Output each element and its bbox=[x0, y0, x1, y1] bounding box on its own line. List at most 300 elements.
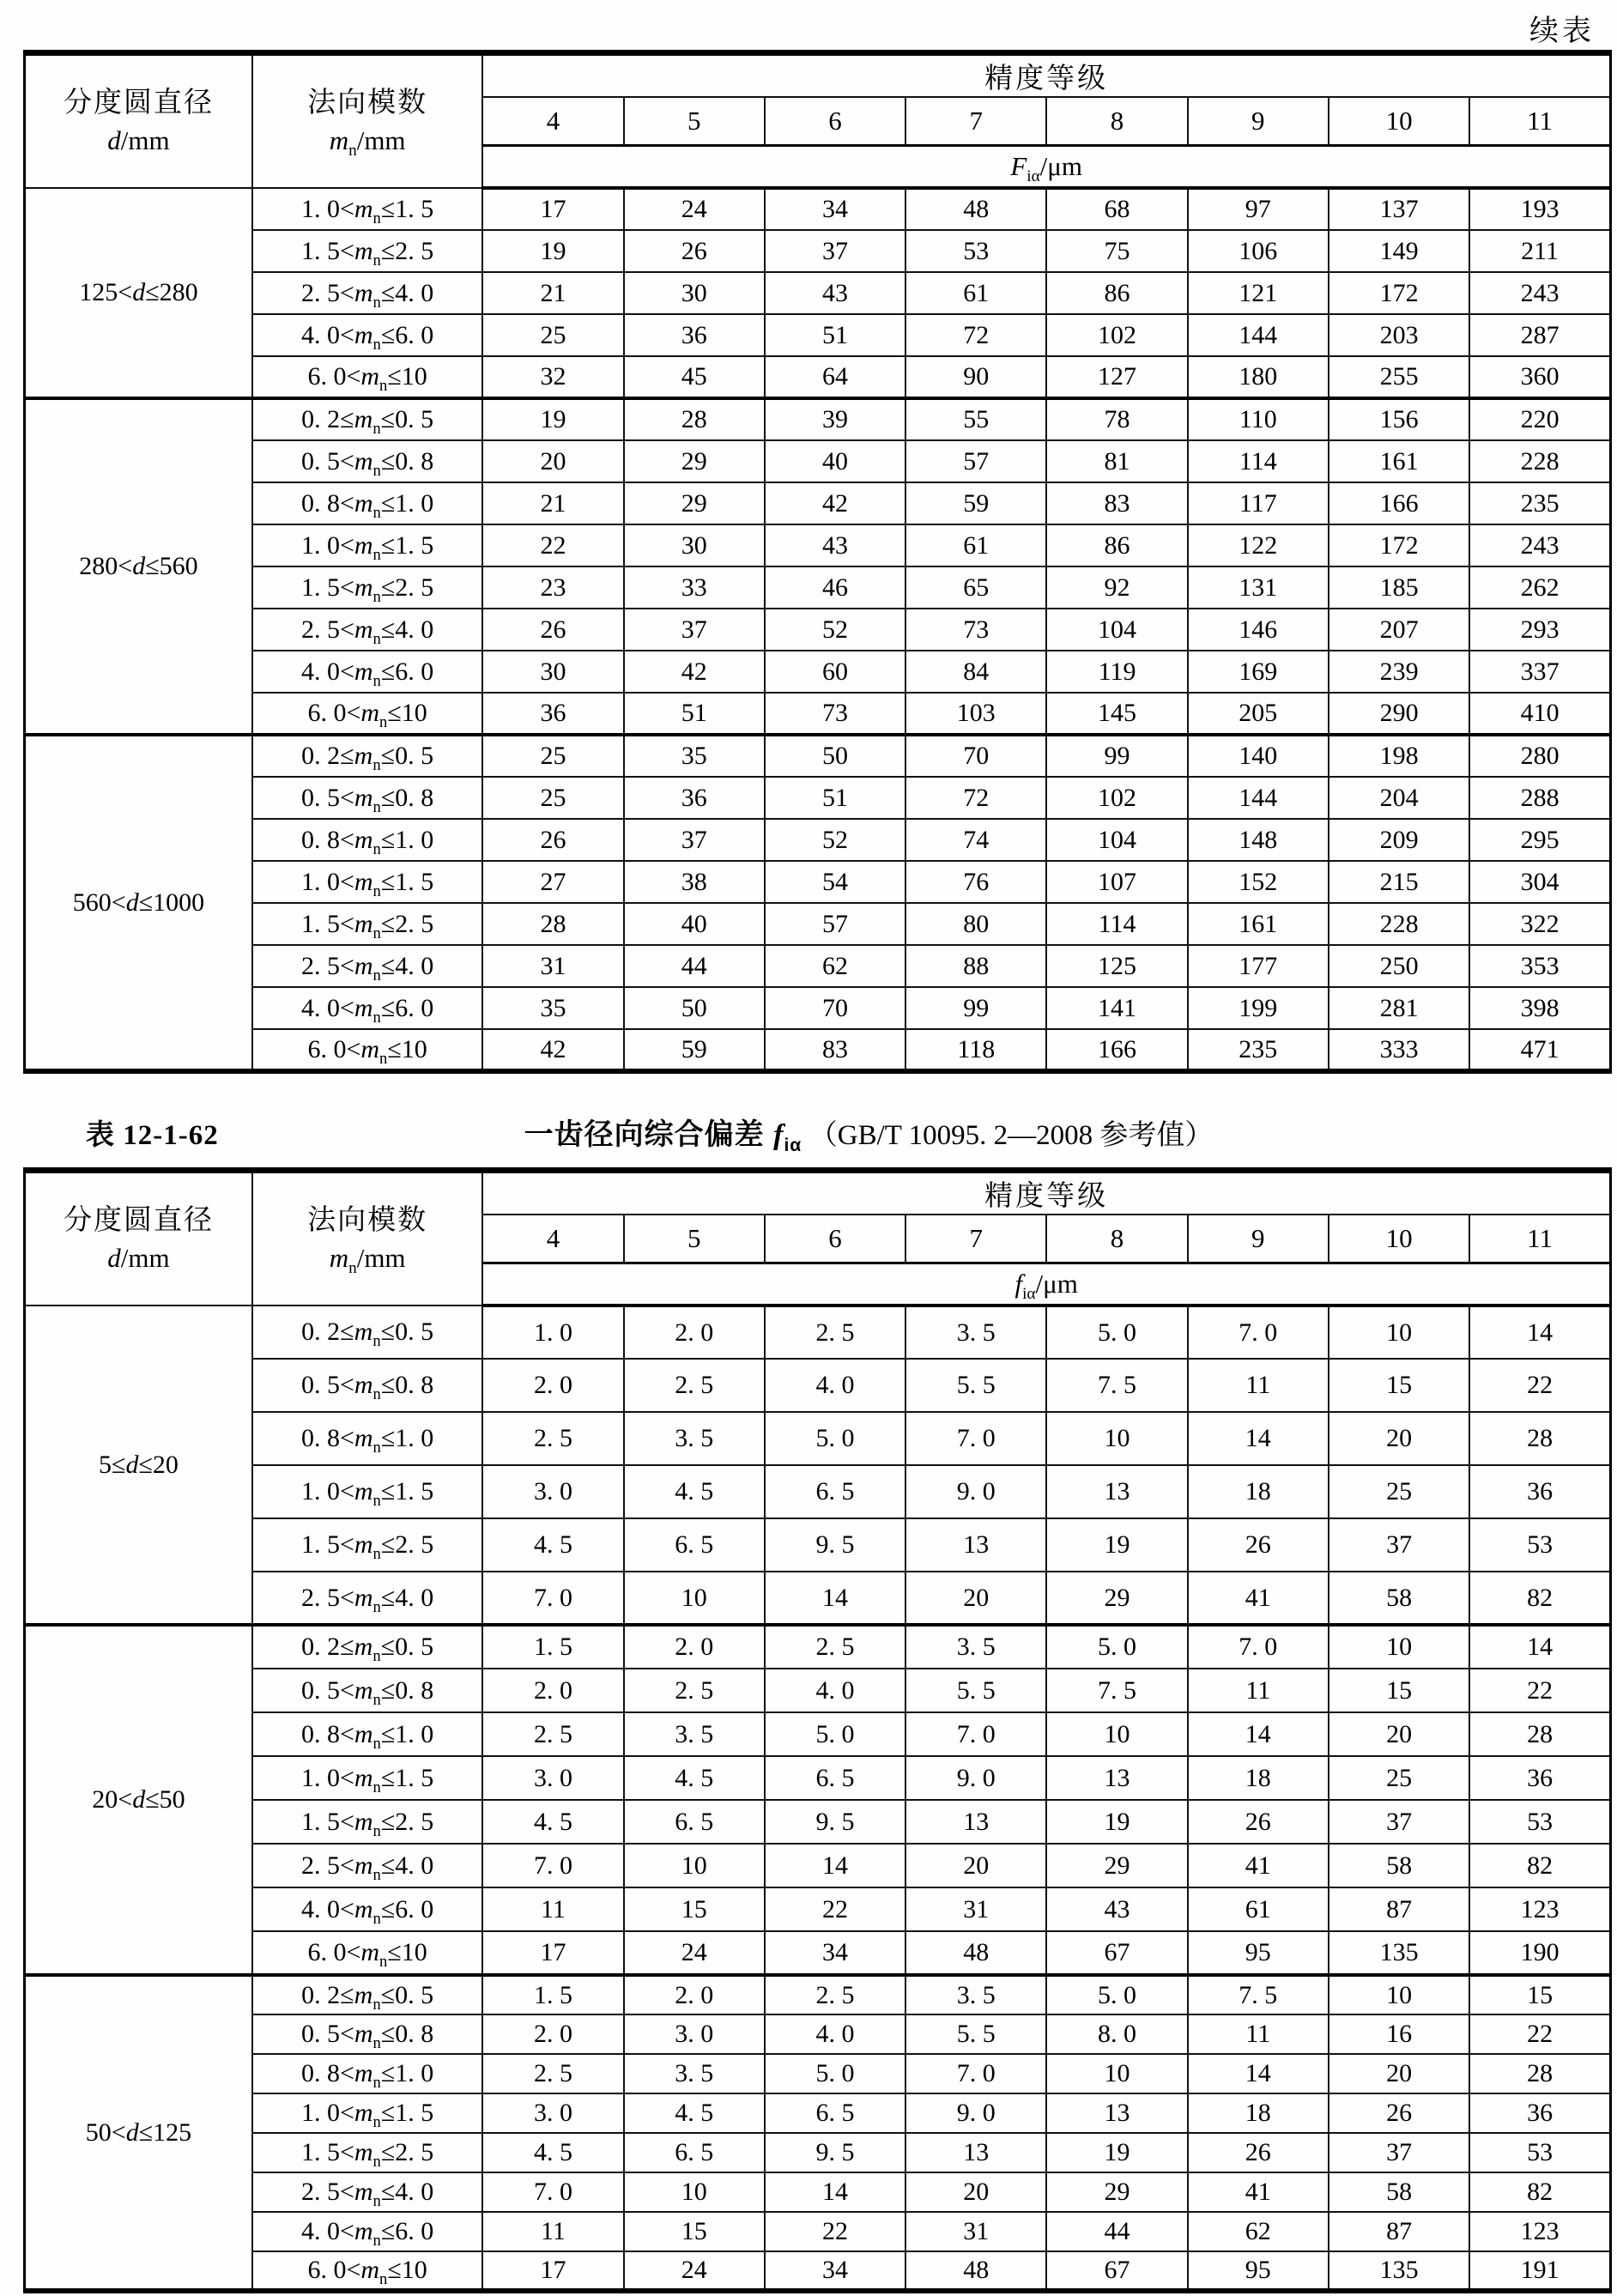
value-cell: 83 bbox=[1046, 482, 1187, 524]
value-cell: 53 bbox=[905, 230, 1046, 272]
value-cell: 34 bbox=[765, 1931, 905, 1975]
value-cell: 19 bbox=[482, 398, 623, 440]
value-cell: 146 bbox=[1188, 609, 1329, 651]
value-cell: 11 bbox=[1188, 2014, 1329, 2054]
value-cell: 250 bbox=[1329, 945, 1469, 987]
mn-range-cell: 0. $2\le m_n\le 0$. 5 bbox=[252, 1306, 482, 1359]
value-cell: 1. 0 bbox=[482, 1306, 623, 1359]
value-cell: 20 bbox=[1329, 1712, 1469, 1756]
value-cell: 20 bbox=[905, 1844, 1046, 1887]
value-cell: 161 bbox=[1188, 903, 1329, 945]
value-cell: 26 bbox=[1188, 1800, 1329, 1844]
value-cell: 44 bbox=[1046, 2212, 1187, 2251]
value-cell: 70 bbox=[905, 735, 1046, 777]
value-cell: 322 bbox=[1469, 903, 1610, 945]
value-cell: 26 bbox=[624, 230, 765, 272]
value-cell: 239 bbox=[1329, 651, 1469, 693]
value-cell: 40 bbox=[765, 440, 905, 482]
mn-range-cell: 0. $2\le m_n\le 0$. 5 bbox=[252, 1975, 482, 2014]
value-cell: 13 bbox=[1046, 2093, 1187, 2133]
value-cell: 7. 5 bbox=[1046, 1669, 1187, 1712]
value-cell: 67 bbox=[1046, 2251, 1187, 2291]
value-cell: 19 bbox=[1046, 2133, 1187, 2172]
value-cell: 7. 5 bbox=[1046, 1359, 1187, 1412]
value-cell: 14 bbox=[765, 1844, 905, 1887]
value-cell: 17 bbox=[482, 188, 623, 230]
value-cell: 410 bbox=[1469, 693, 1610, 735]
table-caption-title-paren: （GB/T 10095. 2—2008 参考值） bbox=[808, 1120, 1214, 1151]
value-cell: 52 bbox=[765, 609, 905, 651]
value-cell: 5. 5 bbox=[905, 1669, 1046, 1712]
value-cell: 169 bbox=[1188, 651, 1329, 693]
value-cell: 104 bbox=[1046, 609, 1187, 651]
value-cell: 39 bbox=[765, 398, 905, 440]
value-cell: 15 bbox=[1469, 1975, 1610, 2014]
mn-range-cell: 6. $0<m_n\le 10$ bbox=[252, 693, 482, 735]
value-cell: 37 bbox=[765, 230, 905, 272]
value-cell: 123 bbox=[1469, 1887, 1610, 1931]
value-cell: 15 bbox=[624, 2212, 765, 2251]
mn-range-cell: 0. $5<m_n\le 0$. 8 bbox=[252, 440, 482, 482]
value-cell: 45 bbox=[624, 356, 765, 398]
value-cell: 30 bbox=[482, 651, 623, 693]
value-cell: 121 bbox=[1188, 272, 1329, 314]
value-cell: 4. 5 bbox=[624, 2093, 765, 2133]
value-cell: 32 bbox=[482, 356, 623, 398]
value-cell: 2. 5 bbox=[624, 1359, 765, 1412]
value-cell: 26 bbox=[1329, 2093, 1469, 2133]
d-range-cell: 5≤d≤20 bbox=[25, 1306, 252, 1625]
d-range-cell: 125<d≤280 bbox=[25, 188, 252, 398]
value-cell: 52 bbox=[765, 819, 905, 861]
mn-range-cell: 0. $5<m_n\le 0$. 8 bbox=[252, 777, 482, 819]
value-cell: 4. 5 bbox=[482, 1800, 623, 1844]
mn-range-cell: 1. $0<m_n\le 1$. 5 bbox=[252, 1756, 482, 1800]
mn-range-cell: 1. $0<m_n\le 1$. 5 bbox=[252, 861, 482, 903]
value-cell: 9. 5 bbox=[765, 2133, 905, 2172]
value-cell: 22 bbox=[1469, 1359, 1610, 1412]
value-cell: 2. 0 bbox=[482, 1669, 623, 1712]
value-cell: 180 bbox=[1188, 356, 1329, 398]
value-cell: 193 bbox=[1469, 188, 1610, 230]
d-range-cell: 20<d≤50 bbox=[25, 1625, 252, 1975]
value-cell: 53 bbox=[1469, 2133, 1610, 2172]
value-cell: 7. 0 bbox=[482, 1844, 623, 1887]
value-cell: 20 bbox=[1329, 1412, 1469, 1465]
value-cell: 28 bbox=[482, 903, 623, 945]
mn-range-cell: 1. $5<m_n\le 2$. 5 bbox=[252, 2133, 482, 2172]
value-cell: 18 bbox=[1188, 2093, 1329, 2133]
value-cell: 137 bbox=[1329, 188, 1469, 230]
value-cell: 68 bbox=[1046, 188, 1187, 230]
value-cell: 36 bbox=[624, 314, 765, 356]
value-cell: 87 bbox=[1329, 1887, 1469, 1931]
value-cell: 22 bbox=[765, 1887, 905, 1931]
value-cell: 24 bbox=[624, 1931, 765, 1975]
value-cell: 86 bbox=[1046, 272, 1187, 314]
value-cell: 18 bbox=[1188, 1756, 1329, 1800]
mn-range-cell: 0. $2\le m_n\le 0$. 5 bbox=[252, 398, 482, 440]
value-cell: 2. 5 bbox=[765, 1306, 905, 1359]
value-cell: 13 bbox=[1046, 1465, 1187, 1518]
value-cell: 25 bbox=[482, 777, 623, 819]
value-cell: 34 bbox=[765, 188, 905, 230]
value-cell: 10 bbox=[1046, 2054, 1187, 2093]
mn-range-cell: 1. $5<m_n\le 2$. 5 bbox=[252, 230, 482, 272]
value-cell: 1. 5 bbox=[482, 1625, 623, 1669]
mn-range-cell: 0. $5<m_n\le 0$. 8 bbox=[252, 1669, 482, 1712]
value-cell: 156 bbox=[1329, 398, 1469, 440]
value-cell: 27 bbox=[482, 861, 623, 903]
value-cell: 22 bbox=[1469, 1669, 1610, 1712]
value-cell: 13 bbox=[905, 2133, 1046, 2172]
value-cell: 25 bbox=[482, 735, 623, 777]
value-cell: 3. 0 bbox=[482, 1465, 623, 1518]
mn-range-cell: 1. $0<m_n\le 1$. 5 bbox=[252, 524, 482, 566]
total-radial-composite-deviation-table-continued bbox=[23, 50, 1612, 1074]
value-cell: 28 bbox=[1469, 1412, 1610, 1465]
mn-range-cell: 6. $0<m_n\le 10$ bbox=[252, 2251, 482, 2291]
value-cell: 82 bbox=[1469, 1844, 1610, 1887]
value-cell: 177 bbox=[1188, 945, 1329, 987]
precision-grade-group-header: 精度等级 bbox=[482, 53, 1610, 98]
grade-header: 5 bbox=[624, 1215, 765, 1263]
value-cell: 40 bbox=[624, 903, 765, 945]
value-cell: 48 bbox=[905, 188, 1046, 230]
value-cell: 73 bbox=[905, 609, 1046, 651]
value-cell: 61 bbox=[905, 524, 1046, 566]
value-cell: 6. 5 bbox=[765, 1465, 905, 1518]
value-cell: 9. 0 bbox=[905, 1465, 1046, 1518]
value-cell: 26 bbox=[1188, 2133, 1329, 2172]
value-cell: 228 bbox=[1329, 903, 1469, 945]
value-cell: 80 bbox=[905, 903, 1046, 945]
value-cell: 50 bbox=[624, 987, 765, 1029]
value-cell: 42 bbox=[765, 482, 905, 524]
value-cell: 22 bbox=[1469, 2014, 1610, 2054]
value-cell: 61 bbox=[905, 272, 1046, 314]
value-cell: 161 bbox=[1329, 440, 1469, 482]
tooth-to-tooth-radial-composite-deviation-table bbox=[23, 1167, 1612, 2293]
value-cell: 2. 0 bbox=[482, 1359, 623, 1412]
mn-range-cell: 2. $5<m_n\le 4$. 0 bbox=[252, 1844, 482, 1887]
value-cell: 20 bbox=[482, 440, 623, 482]
value-cell: 10 bbox=[624, 2172, 765, 2212]
value-cell: 36 bbox=[1469, 1465, 1610, 1518]
value-cell: 83 bbox=[765, 1029, 905, 1071]
value-cell: 4. 0 bbox=[765, 2014, 905, 2054]
value-cell: 64 bbox=[765, 356, 905, 398]
value-cell: 144 bbox=[1188, 314, 1329, 356]
value-cell: 19 bbox=[482, 230, 623, 272]
value-cell: 73 bbox=[765, 693, 905, 735]
grade-header: 9 bbox=[1188, 1215, 1329, 1263]
value-cell: 11 bbox=[1188, 1669, 1329, 1712]
mn-range-cell: 2. $5<m_n\le 4$. 0 bbox=[252, 272, 482, 314]
value-cell: 203 bbox=[1329, 314, 1469, 356]
pitch-diameter-column-header: 分度圆直径 d/mm bbox=[25, 53, 252, 189]
value-cell: 72 bbox=[905, 777, 1046, 819]
value-cell: 13 bbox=[905, 1518, 1046, 1572]
value-cell: 211 bbox=[1469, 230, 1610, 272]
mn-range-cell: 4. $0<m_n\le 6$. 0 bbox=[252, 987, 482, 1029]
grade-header: 4 bbox=[482, 97, 623, 145]
value-cell: 25 bbox=[1329, 1465, 1469, 1518]
value-cell: 287 bbox=[1469, 314, 1610, 356]
value-cell: 99 bbox=[1046, 735, 1187, 777]
mn-range-cell: 0. $2\le m_n\le 0$. 5 bbox=[252, 735, 482, 777]
value-cell: 7. 0 bbox=[905, 1412, 1046, 1465]
value-cell: 117 bbox=[1188, 482, 1329, 524]
value-cell: 5. 0 bbox=[765, 1712, 905, 1756]
precision-grade-group-header: 精度等级 bbox=[482, 1171, 1610, 1215]
value-cell: 127 bbox=[1046, 356, 1187, 398]
value-cell: 41 bbox=[1188, 2172, 1329, 2212]
table-caption-title-main: 一齿径向综合偏差 $f_{i\alpha}$ bbox=[524, 1118, 802, 1155]
value-cell: 95 bbox=[1188, 2251, 1329, 2291]
value-cell: 262 bbox=[1469, 566, 1610, 609]
value-cell: 81 bbox=[1046, 440, 1187, 482]
value-cell: 30 bbox=[624, 524, 765, 566]
value-cell: 172 bbox=[1329, 272, 1469, 314]
mn-range-cell: 1. $5<m_n\le 2$. 5 bbox=[252, 903, 482, 945]
value-cell: 207 bbox=[1329, 609, 1469, 651]
value-cell: 20 bbox=[1329, 2054, 1469, 2093]
value-cell: 7. 0 bbox=[1188, 1306, 1329, 1359]
value-cell: 13 bbox=[905, 1800, 1046, 1844]
mn-range-cell: 1. $5<m_n\le 2$. 5 bbox=[252, 1518, 482, 1572]
value-cell: 3. 5 bbox=[905, 1306, 1046, 1359]
value-cell: 7. 0 bbox=[482, 1572, 623, 1625]
value-cell: 398 bbox=[1469, 987, 1610, 1029]
value-cell: 199 bbox=[1188, 987, 1329, 1029]
value-cell: 20 bbox=[905, 2172, 1046, 2212]
normal-module-column-header: 法向模数 $m_n/mm$ bbox=[252, 53, 482, 189]
value-cell: 75 bbox=[1046, 230, 1187, 272]
value-cell: 280 bbox=[1469, 735, 1610, 777]
value-cell: 24 bbox=[624, 2251, 765, 2291]
value-cell: 190 bbox=[1469, 1931, 1610, 1975]
value-cell: 152 bbox=[1188, 861, 1329, 903]
value-cell: 3. 5 bbox=[624, 1712, 765, 1756]
mn-range-cell: 0. $8<m_n\le 1$. 0 bbox=[252, 2054, 482, 2093]
value-cell: 36 bbox=[482, 693, 623, 735]
value-cell: 90 bbox=[905, 356, 1046, 398]
value-cell: 281 bbox=[1329, 987, 1469, 1029]
value-cell: 60 bbox=[765, 651, 905, 693]
grade-header: 7 bbox=[905, 97, 1046, 145]
value-cell: 18 bbox=[1188, 1465, 1329, 1518]
value-cell: 1. 5 bbox=[482, 1975, 623, 2014]
value-cell: 198 bbox=[1329, 735, 1469, 777]
value-cell: 29 bbox=[1046, 2172, 1187, 2212]
value-cell: 82 bbox=[1469, 1572, 1610, 1625]
value-cell: 333 bbox=[1329, 1029, 1469, 1071]
value-cell: 95 bbox=[1188, 1931, 1329, 1975]
value-cell: 6. 5 bbox=[765, 2093, 905, 2133]
value-cell: 33 bbox=[624, 566, 765, 609]
value-cell: 215 bbox=[1329, 861, 1469, 903]
value-cell: 2. 5 bbox=[482, 1412, 623, 1465]
value-cell: 288 bbox=[1469, 777, 1610, 819]
value-cell: 43 bbox=[1046, 1887, 1187, 1931]
value-cell: 48 bbox=[905, 2251, 1046, 2291]
value-cell: 14 bbox=[1188, 2054, 1329, 2093]
value-cell: 102 bbox=[1046, 777, 1187, 819]
value-cell: 42 bbox=[482, 1029, 623, 1071]
value-cell: 2. 5 bbox=[624, 1669, 765, 1712]
grade-header: 8 bbox=[1046, 1215, 1187, 1263]
value-cell: 166 bbox=[1329, 482, 1469, 524]
value-cell: 144 bbox=[1188, 777, 1329, 819]
value-cell: 43 bbox=[765, 524, 905, 566]
value-cell: 37 bbox=[1329, 2133, 1469, 2172]
value-cell: 24 bbox=[624, 188, 765, 230]
value-cell: 2. 5 bbox=[765, 1625, 905, 1669]
value-cell: 140 bbox=[1188, 735, 1329, 777]
value-cell: 59 bbox=[624, 1029, 765, 1071]
value-cell: 4. 5 bbox=[624, 1756, 765, 1800]
value-cell: 3. 5 bbox=[624, 2054, 765, 2093]
mn-range-cell: 1. $5<m_n\le 2$. 5 bbox=[252, 566, 482, 609]
value-cell: 26 bbox=[482, 609, 623, 651]
value-cell: 17 bbox=[482, 2251, 623, 2291]
value-cell: 4. 5 bbox=[482, 1518, 623, 1572]
value-cell: 44 bbox=[624, 945, 765, 987]
grade-header: 4 bbox=[482, 1215, 623, 1263]
value-cell: 37 bbox=[624, 609, 765, 651]
value-cell: 102 bbox=[1046, 314, 1187, 356]
value-cell: 53 bbox=[1469, 1518, 1610, 1572]
d-range-cell: 280<d≤560 bbox=[25, 398, 252, 735]
mn-range-cell: 0. $5<m_n\le 0$. 8 bbox=[252, 2014, 482, 2054]
upper-table-Fia-wrap bbox=[23, 50, 1612, 1074]
value-cell: 2. 0 bbox=[482, 2014, 623, 2054]
value-cell: 46 bbox=[765, 566, 905, 609]
value-cell: 87 bbox=[1329, 2212, 1469, 2251]
value-cell: 55 bbox=[905, 398, 1046, 440]
grade-header: 10 bbox=[1329, 97, 1469, 145]
value-cell: 8. 0 bbox=[1046, 2014, 1187, 2054]
value-cell: 110 bbox=[1188, 398, 1329, 440]
value-cell: 5. 0 bbox=[1046, 1975, 1187, 2014]
table-caption-number: 表 12-1-62 bbox=[86, 1120, 219, 1151]
value-cell: 10 bbox=[624, 1844, 765, 1887]
value-cell: 41 bbox=[1188, 1572, 1329, 1625]
value-cell: 4. 0 bbox=[765, 1359, 905, 1412]
grade-header: 6 bbox=[765, 1215, 905, 1263]
value-cell: 58 bbox=[1329, 1844, 1469, 1887]
value-cell: 9. 5 bbox=[765, 1518, 905, 1572]
value-cell: 54 bbox=[765, 861, 905, 903]
mn-range-cell: 6. $0<m_n\le 10$ bbox=[252, 1931, 482, 1975]
value-cell: 38 bbox=[624, 861, 765, 903]
value-cell: 243 bbox=[1469, 524, 1610, 566]
normal-module-column-header: 法向模数 $m_n/mm$ bbox=[252, 1171, 482, 1306]
mn-range-cell: 4. $0<m_n\le 6$. 0 bbox=[252, 651, 482, 693]
value-cell: 74 bbox=[905, 819, 1046, 861]
mn-range-cell: 0. $8<m_n\le 1$. 0 bbox=[252, 1712, 482, 1756]
value-cell: 10 bbox=[1046, 1412, 1187, 1465]
mn-range-cell: 1. $0<m_n\le 1$. 5 bbox=[252, 1465, 482, 1518]
value-cell: 6. 5 bbox=[624, 1518, 765, 1572]
value-cell: 135 bbox=[1329, 1931, 1469, 1975]
value-cell: 26 bbox=[1188, 1518, 1329, 1572]
mn-range-cell: 2. $5<m_n\le 4$. 0 bbox=[252, 2172, 482, 2212]
mn-range-cell: 0. $8<m_n\le 1$. 0 bbox=[252, 482, 482, 524]
value-cell: 51 bbox=[765, 314, 905, 356]
value-cell: 15 bbox=[624, 1887, 765, 1931]
mn-range-cell: 1. $0<m_n\le 1$. 5 bbox=[252, 188, 482, 230]
value-cell: 48 bbox=[905, 1931, 1046, 1975]
value-cell: 7. 0 bbox=[482, 2172, 623, 2212]
grade-header: 6 bbox=[765, 97, 905, 145]
value-cell: 7. 0 bbox=[1188, 1625, 1329, 1669]
value-cell: 29 bbox=[1046, 1844, 1187, 1887]
value-cell: 62 bbox=[765, 945, 905, 987]
value-cell: 82 bbox=[1469, 2172, 1610, 2212]
value-cell: 7. 0 bbox=[905, 1712, 1046, 1756]
value-cell: 5. 0 bbox=[1046, 1306, 1187, 1359]
value-cell: 5. 0 bbox=[765, 1412, 905, 1465]
value-cell: 114 bbox=[1046, 903, 1187, 945]
value-cell: 11 bbox=[482, 1887, 623, 1931]
value-cell: 360 bbox=[1469, 356, 1610, 398]
value-cell: 9. 0 bbox=[905, 1756, 1046, 1800]
value-cell: 88 bbox=[905, 945, 1046, 987]
value-cell: 57 bbox=[765, 903, 905, 945]
value-cell: 53 bbox=[1469, 1800, 1610, 1844]
value-cell: 11 bbox=[1188, 1359, 1329, 1412]
value-cell: 25 bbox=[1329, 1756, 1469, 1800]
grade-header: 5 bbox=[624, 97, 765, 145]
value-cell: 9. 5 bbox=[765, 1800, 905, 1844]
value-cell: 29 bbox=[624, 482, 765, 524]
value-cell: 19 bbox=[1046, 1518, 1187, 1572]
mn-range-cell: 0. $8<m_n\le 1$. 0 bbox=[252, 1412, 482, 1465]
value-cell: 22 bbox=[482, 524, 623, 566]
d-range-cell: 50<d≤125 bbox=[25, 1975, 252, 2291]
mn-range-cell: 0. $5<m_n\le 0$. 8 bbox=[252, 1359, 482, 1412]
value-cell: 3. 5 bbox=[624, 1412, 765, 1465]
value-cell: 2. 0 bbox=[624, 1975, 765, 2014]
value-cell: 42 bbox=[624, 651, 765, 693]
value-cell: 149 bbox=[1329, 230, 1469, 272]
value-cell: 5. 0 bbox=[1046, 1625, 1187, 1669]
value-cell: 114 bbox=[1188, 440, 1329, 482]
grade-header: 7 bbox=[905, 1215, 1046, 1263]
value-cell: 10 bbox=[1329, 1975, 1469, 2014]
value-cell: 37 bbox=[1329, 1800, 1469, 1844]
value-cell: 10 bbox=[1329, 1625, 1469, 1669]
value-cell: 106 bbox=[1188, 230, 1329, 272]
value-cell: 99 bbox=[905, 987, 1046, 1029]
value-cell: 209 bbox=[1329, 819, 1469, 861]
value-cell: 204 bbox=[1329, 777, 1469, 819]
value-cell: 293 bbox=[1469, 609, 1610, 651]
value-cell: 10 bbox=[1046, 1712, 1187, 1756]
mn-range-cell: 6. $0<m_n\le 10$ bbox=[252, 1029, 482, 1071]
value-cell: 31 bbox=[905, 1887, 1046, 1931]
value-cell: 6. 5 bbox=[624, 1800, 765, 1844]
value-cell: 20 bbox=[905, 1572, 1046, 1625]
value-cell: 84 bbox=[905, 651, 1046, 693]
value-cell: 104 bbox=[1046, 819, 1187, 861]
value-cell: 15 bbox=[1329, 1669, 1469, 1712]
deviation-unit-header: $f_{i\alpha}/\mu m$ bbox=[482, 1263, 1610, 1306]
value-cell: 2. 0 bbox=[624, 1306, 765, 1359]
mn-range-cell: 4. $0<m_n\le 6$. 0 bbox=[252, 314, 482, 356]
